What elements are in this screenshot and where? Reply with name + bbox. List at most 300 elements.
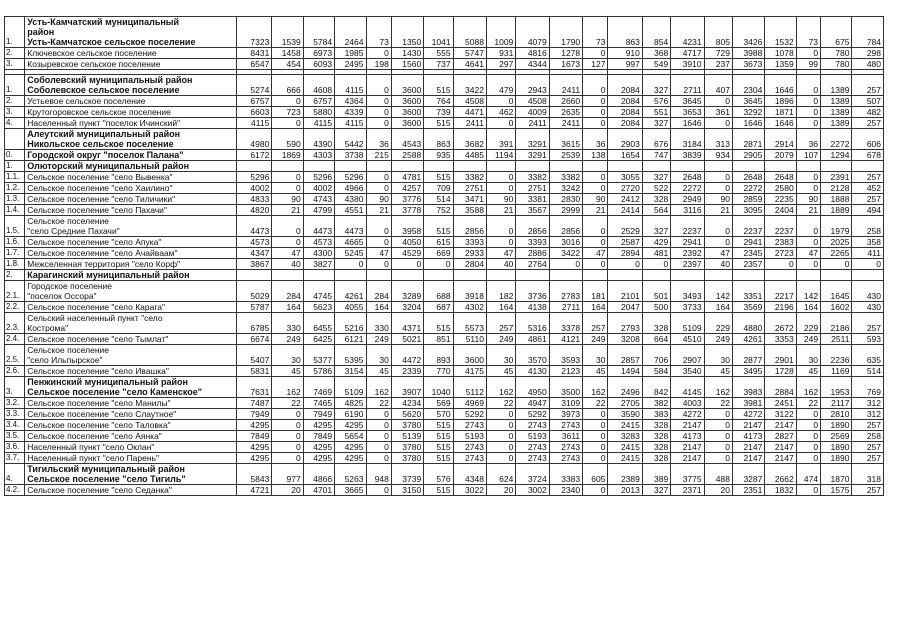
value-cell: 0 — [821, 259, 852, 270]
value-cell: 4390 — [303, 129, 334, 150]
value-cell: 4295 — [236, 453, 271, 464]
value-cell: 7849 — [303, 431, 334, 442]
value-cell: 2857 — [608, 345, 642, 366]
value-cell: 2529 — [608, 216, 642, 237]
value-cell: 935 — [424, 150, 453, 161]
value-cell: 0 — [583, 172, 608, 183]
value-cell: 3383 — [549, 464, 582, 485]
value-cell: 676 — [642, 129, 670, 150]
value-cell: 162 — [704, 377, 732, 398]
value-cell: 3393 — [516, 237, 549, 248]
value-cell: 5109 — [671, 313, 704, 334]
value-cell: 2147 — [765, 453, 796, 464]
value-cell: 47 — [366, 248, 391, 259]
row-name-line: Сельское поселение "село Каменское" — [27, 387, 203, 397]
value-cell: 479 — [486, 75, 515, 96]
value-cell — [765, 270, 796, 281]
value-cell: 675 — [821, 17, 852, 48]
value-cell: 2464 — [335, 17, 366, 48]
value-cell: 5263 — [335, 464, 366, 485]
value-cell: 780 — [821, 48, 852, 59]
value-cell: 590 — [272, 129, 303, 150]
row-name — [25, 237, 237, 248]
value-cell: 2743 — [549, 442, 582, 453]
data-table — [4, 16, 884, 496]
row-name-line: Городское поселение — [27, 281, 113, 291]
value-cell: 215 — [366, 150, 391, 161]
value-cell: 514 — [852, 366, 884, 377]
value-cell: 910 — [608, 48, 642, 59]
value-cell: 4115 — [236, 118, 271, 129]
value-cell: 863 — [608, 17, 642, 48]
value-cell: 6973 — [303, 48, 334, 59]
value-cell: 229 — [796, 313, 820, 334]
value-cell: 2451 — [765, 398, 796, 409]
value-cell: 257 — [486, 313, 515, 334]
value-cell: 3184 — [671, 129, 704, 150]
value-cell: 4508 — [516, 96, 549, 107]
row-name-line: Пенжинский муниципальный район — [27, 377, 188, 387]
table-row — [5, 59, 884, 70]
value-cell: 142 — [796, 281, 820, 302]
value-cell: 182 — [486, 281, 515, 302]
value-cell: 1078 — [765, 48, 796, 59]
row-number: 2. — [5, 270, 25, 281]
value-cell: 20 — [272, 485, 303, 496]
value-cell: 0 — [486, 453, 515, 464]
value-cell: 4295 — [303, 453, 334, 464]
value-cell: 515 — [424, 172, 453, 183]
value-cell: 4295 — [335, 442, 366, 453]
value-cell — [732, 270, 764, 281]
value-cell — [608, 270, 642, 281]
value-cell: 0 — [486, 172, 515, 183]
row-number: 1.7. — [5, 248, 25, 259]
value-cell: 21 — [272, 205, 303, 216]
value-cell: 2933 — [453, 248, 486, 259]
value-cell: 45 — [704, 366, 732, 377]
value-cell: 164 — [486, 302, 515, 313]
value-cell: 0 — [366, 118, 391, 129]
value-cell — [391, 270, 423, 281]
value-cell: 2901 — [765, 345, 796, 366]
value-cell: 257 — [852, 118, 884, 129]
value-cell: 2235 — [765, 194, 796, 205]
row-name-line: Сельское поселение "село Карага" — [27, 302, 165, 312]
value-cell: 678 — [852, 150, 884, 161]
value-cell: 2903 — [608, 129, 642, 150]
value-cell: 4055 — [335, 302, 366, 313]
value-cell: 5274 — [236, 75, 271, 96]
value-cell: 0 — [583, 107, 608, 118]
value-cell: 2411 — [549, 75, 582, 96]
value-cell: 4364 — [335, 96, 366, 107]
value-cell: 2411 — [549, 118, 582, 129]
value-cell: 3422 — [453, 75, 486, 96]
table-row — [5, 464, 884, 485]
value-cell: 2147 — [671, 442, 704, 453]
value-cell: 5747 — [453, 48, 486, 59]
value-cell: 5843 — [236, 464, 271, 485]
value-cell: 0 — [366, 216, 391, 237]
value-cell: 3653 — [671, 107, 704, 118]
value-cell: 2217 — [765, 281, 796, 302]
value-cell: 4261 — [335, 281, 366, 302]
value-cell: 1979 — [821, 216, 852, 237]
value-cell: 3600 — [453, 345, 486, 366]
value-cell: 2743 — [453, 442, 486, 453]
value-cell: 2411 — [516, 118, 549, 129]
value-cell: 7849 — [236, 431, 271, 442]
row-number: 3.4. — [5, 420, 25, 431]
row-number: 1.3. — [5, 194, 25, 205]
value-cell: 3645 — [671, 96, 704, 107]
value-cell: 4950 — [516, 377, 549, 398]
value-cell: 1560 — [391, 59, 423, 70]
row-number: 3. — [5, 377, 25, 398]
value-cell: 47 — [272, 248, 303, 259]
value-cell — [236, 270, 271, 281]
value-cell: 45 — [583, 366, 608, 377]
row-number: 1. — [5, 161, 25, 172]
value-cell: 2804 — [453, 259, 486, 270]
value-cell: 284 — [366, 281, 391, 302]
value-cell: 5193 — [453, 431, 486, 442]
value-cell: 2128 — [821, 183, 852, 194]
value-cell: 2084 — [608, 118, 642, 129]
row-number: 2. — [5, 48, 25, 59]
value-cell: 729 — [704, 48, 732, 59]
value-cell: 4543 — [391, 129, 423, 150]
row-name — [25, 59, 237, 70]
row-name — [25, 334, 237, 345]
value-cell: 4866 — [303, 464, 334, 485]
value-cell: 382 — [642, 398, 670, 409]
value-cell: 249 — [366, 334, 391, 345]
value-cell: 3645 — [732, 96, 764, 107]
value-cell: 30 — [486, 345, 515, 366]
value-cell: 6425 — [303, 334, 334, 345]
value-cell: 624 — [486, 464, 515, 485]
value-cell: 0 — [704, 118, 732, 129]
value-cell: 0 — [583, 431, 608, 442]
value-cell — [549, 270, 582, 281]
value-cell: 6121 — [335, 334, 366, 345]
value-cell: 3973 — [549, 409, 582, 420]
value-cell: 0 — [272, 453, 303, 464]
value-cell: 3780 — [391, 453, 423, 464]
value-cell: 0 — [642, 259, 670, 270]
value-cell: 3600 — [391, 96, 423, 107]
value-cell: 0 — [366, 409, 391, 420]
value-cell: 0 — [796, 431, 820, 442]
row-name-line: Населенный пункт "поселок Ичинский" — [27, 118, 181, 128]
value-cell: 3150 — [391, 485, 423, 496]
value-cell: 1870 — [821, 464, 852, 485]
row-number: 4. — [5, 118, 25, 129]
value-cell: 2871 — [732, 129, 764, 150]
row-number: 1.2. — [5, 183, 25, 194]
table-row — [5, 398, 884, 409]
value-cell: 4145 — [671, 377, 704, 398]
row-name-line: район — [27, 27, 55, 37]
row-name-line: Ключевское сельское поселение — [27, 48, 157, 58]
value-cell: 5880 — [303, 107, 334, 118]
value-cell: 3500 — [549, 377, 582, 398]
value-cell: 0 — [366, 442, 391, 453]
value-cell: 0 — [704, 183, 732, 194]
value-cell: 164 — [704, 302, 732, 313]
value-cell: 4641 — [453, 59, 486, 70]
value-cell: 5377 — [303, 345, 334, 366]
value-cell: 4344 — [516, 59, 549, 70]
value-cell: 0 — [486, 420, 515, 431]
value-cell: 5021 — [391, 334, 423, 345]
row-name-line: Соболевский муниципальный район — [27, 75, 193, 85]
value-cell: 40 — [704, 259, 732, 270]
table-row — [5, 237, 884, 248]
value-cell: 257 — [852, 172, 884, 183]
value-cell: 0 — [796, 75, 820, 96]
row-name-line: Крутогоровское сельское поселение — [27, 107, 171, 117]
value-cell: 0 — [366, 96, 391, 107]
value-cell: 2648 — [765, 172, 796, 183]
value-cell: 3665 — [335, 485, 366, 496]
value-cell: 0 — [366, 485, 391, 496]
value-cell: 2265 — [821, 248, 852, 259]
value-cell: 3154 — [335, 366, 366, 377]
value-cell: 2391 — [821, 172, 852, 183]
value-cell: 0 — [366, 183, 391, 194]
value-cell: 4300 — [303, 248, 334, 259]
value-cell: 0 — [583, 96, 608, 107]
value-cell: 3736 — [516, 281, 549, 302]
value-cell: 127 — [583, 59, 608, 70]
value-cell: 1532 — [765, 17, 796, 48]
value-cell: 977 — [272, 464, 303, 485]
table-row — [5, 485, 884, 496]
row-name — [25, 345, 237, 366]
value-cell: 462 — [486, 107, 515, 118]
row-name — [25, 302, 237, 313]
value-cell: 2237 — [732, 216, 764, 237]
value-cell: 2101 — [608, 281, 642, 302]
row-number: 2.1. — [5, 281, 25, 302]
row-name — [25, 259, 237, 270]
value-cell: 2743 — [453, 453, 486, 464]
value-cell: 2635 — [549, 107, 582, 118]
value-cell: 3208 — [608, 334, 642, 345]
row-number: 4. — [5, 464, 25, 485]
value-cell: 0 — [583, 442, 608, 453]
value-cell: 0 — [335, 259, 366, 270]
value-cell: 1871 — [765, 107, 796, 118]
value-cell: 22 — [796, 398, 820, 409]
value-cell: 1890 — [821, 442, 852, 453]
value-cell: 5407 — [236, 345, 271, 366]
row-name-line: "поселок Оссора" — [27, 291, 97, 301]
value-cell: 4743 — [303, 194, 334, 205]
row-name-line: Алеутский муниципальный район — [27, 129, 181, 139]
value-cell: 47 — [796, 248, 820, 259]
row-number: 3.7. — [5, 453, 25, 464]
value-cell: 257 — [583, 313, 608, 334]
value-cell: 4231 — [671, 17, 704, 48]
value-cell: 257 — [852, 485, 884, 496]
value-cell — [236, 161, 271, 172]
value-cell: 1389 — [821, 75, 852, 96]
value-cell: 4295 — [335, 453, 366, 464]
value-cell — [852, 161, 884, 172]
value-cell: 0 — [852, 259, 884, 270]
value-cell: 4348 — [453, 464, 486, 485]
value-cell: 2751 — [453, 183, 486, 194]
value-cell: 3540 — [671, 366, 704, 377]
value-cell: 90 — [796, 194, 820, 205]
value-cell: 3673 — [732, 59, 764, 70]
value-cell: 4295 — [335, 420, 366, 431]
value-cell: 4861 — [516, 334, 549, 345]
value-cell: 3382 — [453, 172, 486, 183]
value-cell: 0 — [704, 453, 732, 464]
value-cell: 4130 — [516, 366, 549, 377]
value-cell: 2941 — [732, 237, 764, 248]
row-name — [25, 216, 237, 237]
value-cell: 1889 — [821, 205, 852, 216]
value-cell: 4115 — [335, 118, 366, 129]
row-number: 2.6. — [5, 366, 25, 377]
value-cell: 5395 — [335, 345, 366, 366]
value-cell: 90 — [583, 194, 608, 205]
value-cell: 2272 — [732, 183, 764, 194]
value-cell: 22 — [366, 398, 391, 409]
value-cell: 1539 — [272, 17, 303, 48]
row-name — [25, 398, 237, 409]
row-name-line: Сельское поселение "село Аянка" — [27, 431, 162, 441]
value-cell: 73 — [366, 17, 391, 48]
value-cell: 4966 — [335, 183, 366, 194]
value-cell: 2743 — [549, 420, 582, 431]
value-cell: 555 — [424, 48, 453, 59]
value-cell: 5109 — [335, 377, 366, 398]
value-cell: 752 — [424, 205, 453, 216]
value-cell: 327 — [642, 75, 670, 96]
value-cell: 2705 — [608, 398, 642, 409]
value-cell: 4969 — [453, 398, 486, 409]
row-name — [25, 205, 237, 216]
row-name-line: Олюторский муниципальный район — [27, 161, 190, 171]
value-cell: 0 — [583, 237, 608, 248]
table-row — [5, 420, 884, 431]
value-cell: 4508 — [453, 96, 486, 107]
value-cell: 36 — [366, 129, 391, 150]
table-row — [5, 366, 884, 377]
value-cell: 47 — [486, 248, 515, 259]
value-cell: 3775 — [671, 464, 704, 485]
value-cell: 2827 — [765, 431, 796, 442]
value-cell — [335, 161, 366, 172]
value-cell: 4115 — [303, 118, 334, 129]
value-cell: 313 — [704, 129, 732, 150]
value-cell: 2147 — [671, 420, 704, 431]
value-cell: 2397 — [671, 259, 704, 270]
value-cell: 0 — [796, 485, 820, 496]
table-row — [5, 377, 884, 398]
value-cell: 257 — [852, 442, 884, 453]
value-cell: 2914 — [765, 129, 796, 150]
value-cell: 1646 — [732, 118, 764, 129]
row-number: 1.8. — [5, 259, 25, 270]
value-cell: 0 — [424, 259, 453, 270]
value-cell: 2711 — [549, 302, 582, 313]
value-cell: 21 — [583, 205, 608, 216]
value-cell: 318 — [852, 464, 884, 485]
value-cell: 2859 — [732, 194, 764, 205]
value-cell: 747 — [642, 150, 670, 161]
value-cell: 4303 — [303, 150, 334, 161]
value-cell: 481 — [642, 248, 670, 259]
value-cell: 0 — [272, 172, 303, 183]
value-cell: 358 — [852, 237, 884, 248]
value-cell: 142 — [704, 281, 732, 302]
table-row — [5, 75, 884, 96]
value-cell: 2084 — [608, 75, 642, 96]
value-cell: 5784 — [303, 17, 334, 48]
value-cell: 0 — [272, 96, 303, 107]
value-cell: 258 — [852, 431, 884, 442]
value-cell: 0 — [583, 453, 608, 464]
value-cell: 2237 — [765, 216, 796, 237]
row-name-line: Кострома" — [27, 323, 69, 333]
row-name — [25, 409, 237, 420]
table-row — [5, 453, 884, 464]
value-cell: 5654 — [335, 431, 366, 442]
value-cell: 3600 — [391, 118, 423, 129]
value-cell: 162 — [583, 377, 608, 398]
value-cell: 3570 — [516, 345, 549, 366]
row-name-line: Усть-Камчатское сельское поселение — [27, 37, 196, 47]
value-cell: 407 — [704, 75, 732, 96]
value-cell: 0 — [391, 259, 423, 270]
value-cell: 549 — [642, 59, 670, 70]
value-cell: 507 — [852, 96, 884, 107]
value-cell: 0 — [272, 237, 303, 248]
value-cell: 0 — [704, 237, 732, 248]
value-cell: 7631 — [236, 377, 271, 398]
row-number: 3. — [5, 107, 25, 118]
value-cell: 249 — [583, 334, 608, 345]
value-cell: 4573 — [303, 237, 334, 248]
value-cell: 2084 — [608, 107, 642, 118]
value-cell: 162 — [272, 377, 303, 398]
value-cell: 257 — [852, 420, 884, 431]
value-cell: 2495 — [335, 59, 366, 70]
row-number: 3.2. — [5, 398, 25, 409]
value-cell: 0 — [486, 96, 515, 107]
value-cell: 948 — [366, 464, 391, 485]
value-cell: 383 — [642, 409, 670, 420]
value-cell: 0 — [583, 409, 608, 420]
value-cell: 2147 — [671, 453, 704, 464]
value-cell: 297 — [486, 59, 515, 70]
value-cell: 515 — [424, 420, 453, 431]
value-cell: 7323 — [236, 17, 271, 48]
value-cell — [583, 161, 608, 172]
value-cell: 4717 — [671, 48, 704, 59]
value-cell: 90 — [272, 194, 303, 205]
value-cell: 635 — [852, 345, 884, 366]
value-cell: 2999 — [549, 205, 582, 216]
